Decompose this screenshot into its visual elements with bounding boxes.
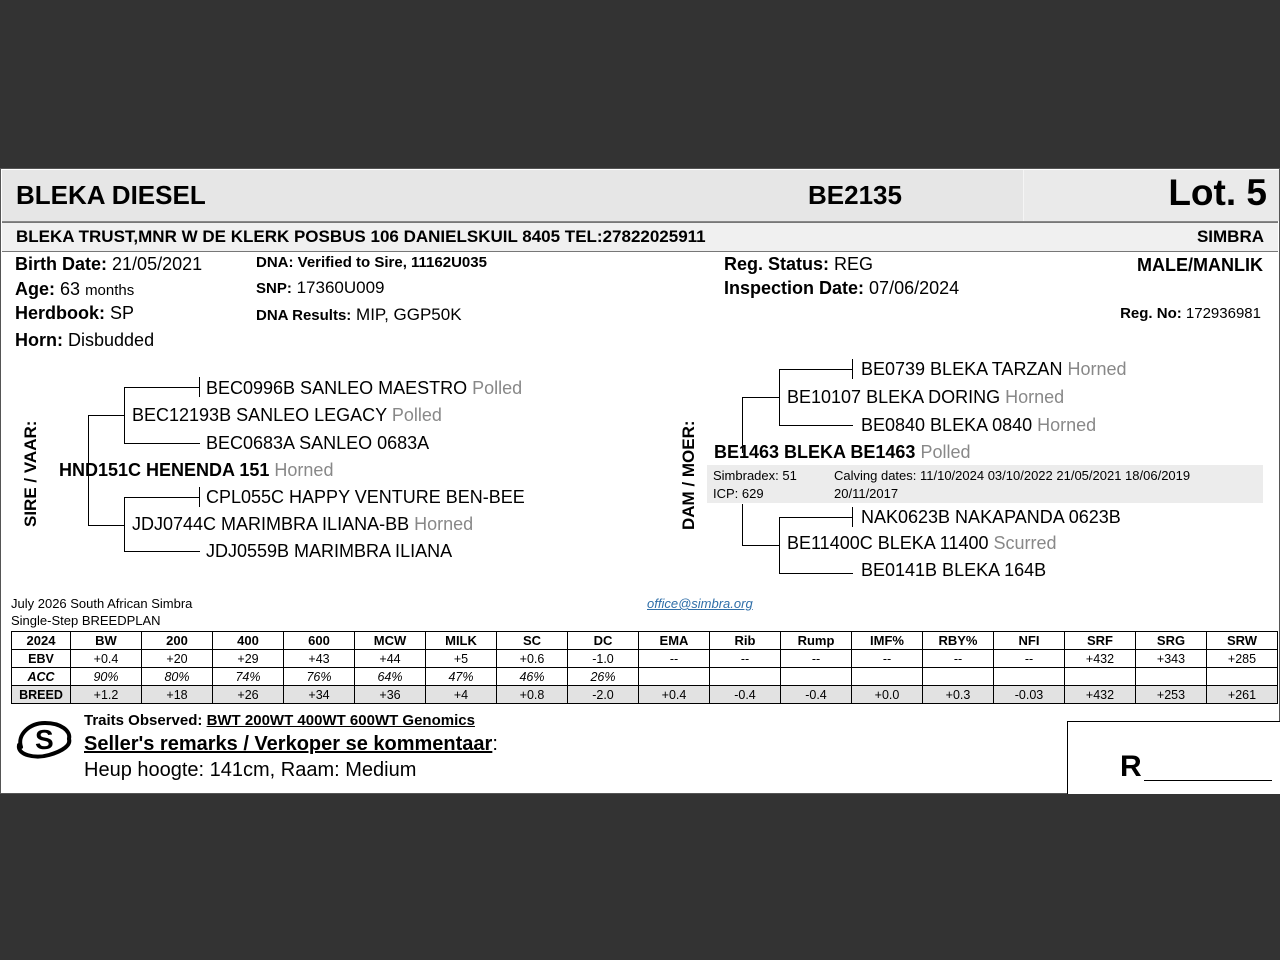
ebv-cell: +261	[1207, 686, 1278, 704]
dam-paternal-sire	[861, 359, 1127, 380]
ebv-cell	[923, 668, 994, 686]
reg-status	[724, 254, 873, 275]
age-label: Age:	[15, 279, 55, 299]
traits-value: BWT 200WT 400WT 600WT Genomics	[206, 712, 475, 729]
lot-number: Lot. 5	[1168, 172, 1267, 213]
sire-paternal-dam	[206, 433, 429, 454]
ebv-cell: -0.03	[994, 686, 1065, 704]
dam	[714, 442, 971, 463]
ebv-cell: +29	[213, 650, 284, 668]
sire-maternal-granddam	[132, 514, 473, 535]
ebv-cell: +0.0	[852, 686, 923, 704]
evaluation-method: Single-Step BREEDPLAN	[11, 613, 161, 628]
ped-horn: Horned	[414, 514, 474, 534]
ebv-cell: +4	[426, 686, 497, 704]
owner-bar	[2, 222, 1278, 252]
ebv-cell	[639, 668, 710, 686]
remarks-colon: :	[492, 733, 498, 755]
herdbook-value: SP	[110, 303, 135, 323]
ebv-cell: SRF	[1065, 632, 1136, 650]
ebv-cell: -1.0	[568, 650, 639, 668]
birth-date-value: 21/05/2021	[112, 254, 203, 274]
ped-horn: Horned	[1005, 387, 1065, 407]
ped-name: BE1463 BLEKA BE1463	[714, 442, 916, 462]
ebv-cell: ACC	[12, 668, 71, 686]
ebv-cell: +20	[142, 650, 213, 668]
birth-date-label: Birth Date:	[15, 254, 108, 274]
lot-card	[0, 168, 1280, 794]
ebv-cell: RBY%	[923, 632, 994, 650]
ped-name: BEC0996B SANLEO MAESTRO	[206, 378, 468, 398]
dam-performance-box	[707, 465, 1263, 503]
price-symbol: R	[1120, 750, 1142, 783]
ebv-cell	[1207, 668, 1278, 686]
age-value: 63	[60, 279, 81, 299]
ebv-cell: -0.4	[710, 686, 781, 704]
ebv-cell: +1.2	[71, 686, 142, 704]
reg-no-label: Reg. No:	[1120, 305, 1182, 322]
ebv-cell: +432	[1065, 686, 1136, 704]
ped-name: BE0840 BLEKA 0840	[861, 415, 1033, 435]
ped-horn: Horned	[274, 460, 334, 480]
animal-id: BE2135	[808, 180, 902, 210]
acc-row	[12, 668, 1278, 686]
ebv-cell: EMA	[639, 632, 710, 650]
ped-name: BE0141B BLEKA 164B	[861, 560, 1047, 580]
animal-name: BLEKA DIESEL	[16, 180, 206, 210]
ebv-cell: SRG	[1136, 632, 1207, 650]
traits-observed	[84, 712, 475, 729]
ebv-cell: 76%	[284, 668, 355, 686]
ped-name: BE10107 BLEKA DORING	[787, 387, 1001, 407]
ebv-cell	[1065, 668, 1136, 686]
horn	[15, 330, 154, 351]
ped-horn: Polled	[920, 442, 971, 462]
dna-results-value: MIP, GGP50K	[356, 305, 462, 324]
ebv-cell: 74%	[213, 668, 284, 686]
ebv-row	[12, 650, 1278, 668]
sire-side-label: SIRE / VAAR:	[21, 420, 40, 527]
ped-name: JDJ0744C MARIMBRA ILIANA-BB	[132, 514, 410, 534]
ebv-cell: BREED	[12, 686, 71, 704]
ped-name: NAK0623B NAKAPANDA 0623B	[861, 507, 1121, 527]
age-unit: months	[85, 282, 135, 299]
ebv-cell: --	[994, 650, 1065, 668]
ebv-cell: --	[781, 650, 852, 668]
icp: ICP: 629	[713, 486, 764, 501]
horn-value: Disbudded	[68, 330, 155, 350]
ebv-cell: +36	[355, 686, 426, 704]
ebv-cell	[781, 668, 852, 686]
ped-name: BEC0683A SANLEO 0683A	[206, 433, 430, 453]
snp-label: SNP:	[256, 280, 292, 297]
ebv-cell: 200	[142, 632, 213, 650]
remarks-heading	[84, 733, 498, 756]
sire-paternal-sire	[206, 378, 522, 399]
reg-status-value: REG	[834, 254, 874, 274]
traits-label: Traits Observed:	[84, 712, 203, 729]
birth-date	[15, 254, 202, 275]
ebv-cell: --	[923, 650, 994, 668]
herdbook	[15, 303, 134, 324]
reg-no	[1120, 305, 1261, 322]
dam-side-label: DAM / MOER:	[679, 420, 698, 530]
sire	[59, 460, 333, 481]
owner-details: BLEKA TRUST,MNR W DE KLERK POSBUS 106 DANIELSKUIL 8405 TEL:27822025911	[16, 227, 706, 246]
ebv-cell: --	[852, 650, 923, 668]
ebv-cell: +18	[142, 686, 213, 704]
dam-maternal-dam	[861, 560, 1046, 581]
price-box	[1067, 721, 1280, 794]
ebv-cell: +253	[1136, 686, 1207, 704]
ebv-cell: BW	[71, 632, 142, 650]
ebv-cell: +0.6	[497, 650, 568, 668]
ped-horn: Horned	[1067, 359, 1127, 379]
snp	[256, 278, 385, 298]
horn-label: Horn:	[15, 330, 63, 350]
ebv-cell: 46%	[497, 668, 568, 686]
ebv-cell: +5	[426, 650, 497, 668]
dna-results-label: DNA Results:	[256, 307, 352, 324]
dna-verification: DNA: Verified to Sire, 11162U035	[256, 254, 487, 271]
ped-name: CPL055C HAPPY VENTURE BEN-BEE	[206, 487, 525, 507]
sire-maternal-dam	[206, 541, 452, 562]
email-link[interactable]: office@simbra.org	[647, 596, 753, 611]
ebv-cell: 90%	[71, 668, 142, 686]
ebv-header-row	[12, 632, 1278, 650]
ebv-cell: +0.4	[639, 686, 710, 704]
ped-name: BEC12193B SANLEO LEGACY	[132, 405, 387, 425]
ebv-cell: DC	[568, 632, 639, 650]
simbra-logo	[13, 717, 75, 766]
herdbook-label: Herdbook:	[15, 303, 105, 323]
sire-paternal-grandsire	[132, 405, 442, 426]
ebv-cell: MCW	[355, 632, 426, 650]
lot-box	[1023, 170, 1279, 221]
sire-maternal-sire	[206, 487, 525, 508]
ebv-cell: 400	[213, 632, 284, 650]
ebv-cell: 26%	[568, 668, 639, 686]
ebv-cell: Rib	[710, 632, 781, 650]
ebv-cell: --	[710, 650, 781, 668]
ebv-cell: +44	[355, 650, 426, 668]
ebv-cell: SRW	[1207, 632, 1278, 650]
ebv-cell	[710, 668, 781, 686]
remarks-text: Heup hoogte: 141cm, Raam: Medium	[84, 759, 417, 781]
calving-dates: Calving dates: 11/10/2024 03/10/2022 21/05/2021 18/06/2019	[834, 468, 1191, 483]
ebv-cell: 2024	[12, 632, 71, 650]
ebv-cell: SC	[497, 632, 568, 650]
ebv-cell: +26	[213, 686, 284, 704]
ebv-cell: +432	[1065, 650, 1136, 668]
dam-maternal-sire	[861, 507, 1121, 528]
reg-no-value: 172936981	[1185, 305, 1261, 322]
evaluation-name: July 2026 South African Simbra	[11, 596, 193, 611]
sex: MALE/MANLIK	[1137, 255, 1263, 275]
ebv-cell	[994, 668, 1065, 686]
ped-horn: Polled	[472, 378, 523, 398]
ebv-cell: +0.4	[71, 650, 142, 668]
ebv-cell: EBV	[12, 650, 71, 668]
inspection-date-label: Inspection Date:	[724, 278, 865, 298]
ped-horn: Scurred	[993, 533, 1057, 553]
dam-maternal-granddam	[787, 533, 1057, 554]
ebv-table	[11, 631, 1278, 704]
ebv-cell	[1136, 668, 1207, 686]
ebv-cell: --	[639, 650, 710, 668]
ebv-cell: 47%	[426, 668, 497, 686]
breed-name: SIMBRA	[1196, 227, 1264, 246]
calving-dates-cont: 20/11/2017	[834, 486, 899, 501]
ebv-cell: -0.4	[781, 686, 852, 704]
dam-paternal-grandsire	[787, 387, 1064, 408]
age	[15, 279, 134, 300]
ebv-cell: +343	[1136, 650, 1207, 668]
simbradex: Simbradex: 51	[713, 468, 797, 483]
reg-status-label: Reg. Status:	[724, 254, 830, 274]
dam-paternal-dam	[861, 415, 1096, 436]
ped-horn: Polled	[391, 405, 442, 425]
ped-name: BE0739 BLEKA TARZAN	[861, 359, 1063, 379]
ebv-cell: +34	[284, 686, 355, 704]
ebv-cell: 600	[284, 632, 355, 650]
ebv-cell: 64%	[355, 668, 426, 686]
ebv-cell: NFI	[994, 632, 1065, 650]
ebv-cell	[852, 668, 923, 686]
ebv-cell: +0.3	[923, 686, 994, 704]
ebv-cell: Rump	[781, 632, 852, 650]
ped-name: JDJ0559B MARIMBRA ILIANA	[206, 541, 453, 561]
ebv-cell: MILK	[426, 632, 497, 650]
ebv-cell: 80%	[142, 668, 213, 686]
ebv-cell: +285	[1207, 650, 1278, 668]
ebv-cell: +43	[284, 650, 355, 668]
remarks-label: Seller's remarks / Verkoper se kommentaar	[84, 733, 493, 755]
dna-results	[256, 305, 462, 325]
inspection-date	[724, 278, 959, 299]
ebv-cell: -2.0	[568, 686, 639, 704]
inspection-date-value: 07/06/2024	[869, 278, 960, 298]
svg-text:S: S	[35, 724, 54, 755]
price-line[interactable]	[1144, 780, 1272, 781]
ped-name: BE11400C BLEKA 11400	[787, 533, 989, 553]
ped-horn: Horned	[1037, 415, 1097, 435]
ebv-cell: IMF%	[852, 632, 923, 650]
breed-row	[12, 686, 1278, 704]
ebv-cell: +0.8	[497, 686, 568, 704]
snp-value: 17360U009	[296, 278, 385, 297]
ped-name: HND151C HENENDA 151	[59, 460, 270, 480]
